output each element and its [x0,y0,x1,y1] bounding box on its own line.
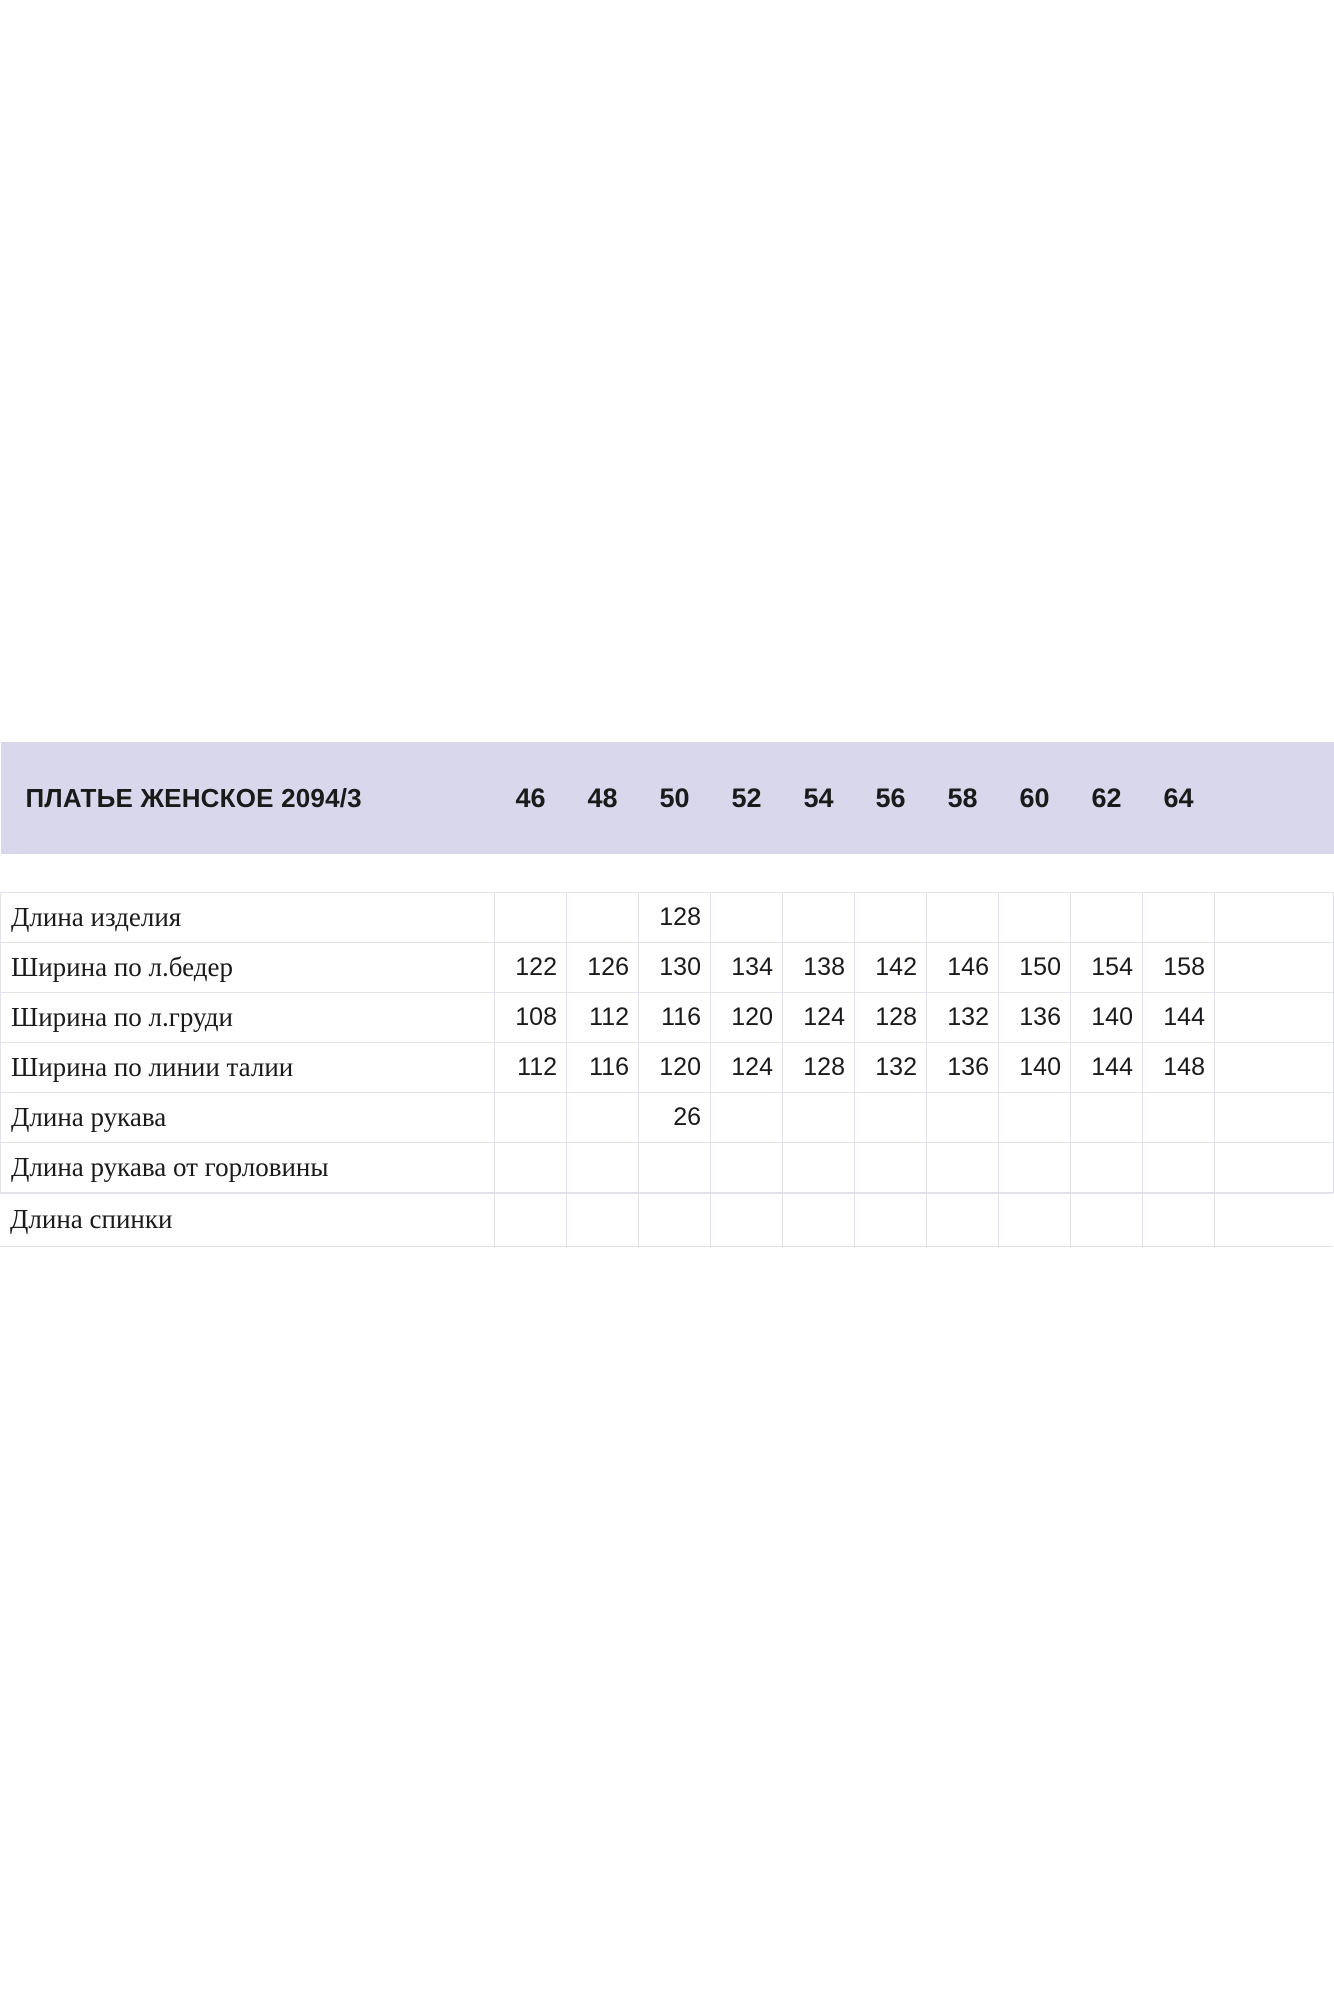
cell-value: 140 [1071,992,1143,1042]
cell-value [495,892,567,942]
cell-value [710,1193,782,1246]
size-header-52: 52 [731,782,762,813]
spacer-cell [1215,854,1334,892]
cell-value [711,1142,783,1192]
cell-value [567,1142,639,1192]
cell-value [999,1142,1071,1192]
cell-value: 120 [639,1042,711,1092]
row-tail-cell [1214,1193,1333,1246]
table-row [1,992,1334,1042]
row-label: Длина рукава от горловины [1,1142,495,1192]
cell-value [1143,1142,1215,1192]
cell-value [1143,1092,1215,1142]
cell-value [855,1092,927,1142]
cell-value [854,1193,926,1246]
spacer-cell [783,854,855,892]
spacer-cell [639,854,711,892]
cell-value: 124 [783,992,855,1042]
cell-value [638,1193,710,1246]
spacer-cell [927,854,999,892]
cell-value: 128 [783,1042,855,1092]
row-label: Длина изделия [1,892,495,942]
row-tail-cell [1215,1092,1334,1142]
cell-value [567,892,639,942]
cell-value [1070,1193,1142,1246]
cell-value: 128 [639,892,711,942]
size-header-50: 50 [659,782,690,813]
cell-value [927,1142,999,1192]
cell-value: 108 [495,992,567,1042]
spacer-cell [1143,854,1215,892]
table-row [1,892,1334,942]
cell-value: 116 [639,992,711,1042]
size-header-46: 46 [515,782,546,813]
row-label: Длина спинки [0,1193,494,1246]
row-tail-cell [1215,1142,1334,1192]
size-chart-table [0,742,1334,1193]
table-row [1,1042,1334,1092]
spacer-cell [1,854,495,892]
table-spacer-row [1,854,1334,892]
cell-value [999,892,1071,942]
cell-value [1143,892,1215,942]
cell-value: 138 [783,942,855,992]
cell-value [1071,892,1143,942]
clipped-table-row [0,1193,1333,1234]
header-tail-cell [1215,742,1334,854]
table-header-row [1,742,1334,854]
cell-value [1071,1092,1143,1142]
row-label: Ширина по линии талии [1,1042,495,1092]
cell-value: 144 [1071,1042,1143,1092]
cell-value [495,1142,567,1192]
cell-value [1142,1193,1214,1246]
cell-value [999,1092,1071,1142]
cell-value [855,1142,927,1192]
cell-value [567,1092,639,1142]
row-tail-cell [1215,942,1334,992]
cell-value [1071,1142,1143,1192]
row-tail-cell [1215,1042,1334,1092]
cell-value [927,892,999,942]
size-header-64: 64 [1163,782,1194,813]
spacer-cell [495,854,567,892]
cell-value: 124 [711,1042,783,1092]
cell-value: 130 [639,942,711,992]
cell-value: 136 [999,992,1071,1042]
cell-value: 136 [927,1042,999,1092]
cell-value: 116 [567,1042,639,1092]
cell-value: 132 [927,992,999,1042]
cell-value: 126 [567,942,639,992]
cell-value [711,1092,783,1142]
cell-value: 112 [495,1042,567,1092]
table-row [1,1092,1334,1142]
cell-value: 148 [1143,1042,1215,1092]
cell-value: 128 [855,992,927,1042]
cell-value [783,1142,855,1192]
cell-value: 158 [1143,942,1215,992]
spacer-cell [855,854,927,892]
row-tail-cell [1215,992,1334,1042]
cell-value: 120 [711,992,783,1042]
spacer-cell [711,854,783,892]
table-row [1,1142,1334,1192]
size-chart-sheet [0,742,1333,1234]
cell-value: 140 [999,1042,1071,1092]
cell-value [495,1092,567,1142]
cell-value: 142 [855,942,927,992]
size-header-60: 60 [1019,782,1050,813]
spacer-cell [999,854,1071,892]
table-row [1,942,1334,992]
cell-value: 122 [495,942,567,992]
size-header-58: 58 [947,782,978,813]
row-label: Ширина по л.бедер [1,942,495,992]
cell-value [783,892,855,942]
row-label: Ширина по л.груди [1,992,495,1042]
spacer-cell [1071,854,1143,892]
cell-value: 144 [1143,992,1215,1042]
cell-value [782,1193,854,1246]
cell-value [927,1092,999,1142]
cell-value [783,1092,855,1142]
cell-value [926,1193,998,1246]
cell-value [494,1193,566,1246]
size-header-56: 56 [875,782,906,813]
product-title: ПЛАТЬЕ ЖЕНСКОЕ 2094/3 [25,782,362,813]
cell-value: 112 [567,992,639,1042]
row-tail-cell [1215,892,1334,942]
size-header-62: 62 [1091,782,1122,813]
cell-value [998,1193,1070,1246]
cell-value [639,1142,711,1192]
cell-value: 132 [855,1042,927,1092]
cell-value [855,892,927,942]
cell-value [711,892,783,942]
cell-value: 146 [927,942,999,992]
size-header-54: 54 [803,782,834,813]
spacer-cell [567,854,639,892]
cell-value: 150 [999,942,1071,992]
cell-value [566,1193,638,1246]
cell-value: 134 [711,942,783,992]
row-label: Длина рукава [1,1092,495,1142]
cell-value: 154 [1071,942,1143,992]
cell-value: 26 [639,1092,711,1142]
size-header-48: 48 [587,782,618,813]
